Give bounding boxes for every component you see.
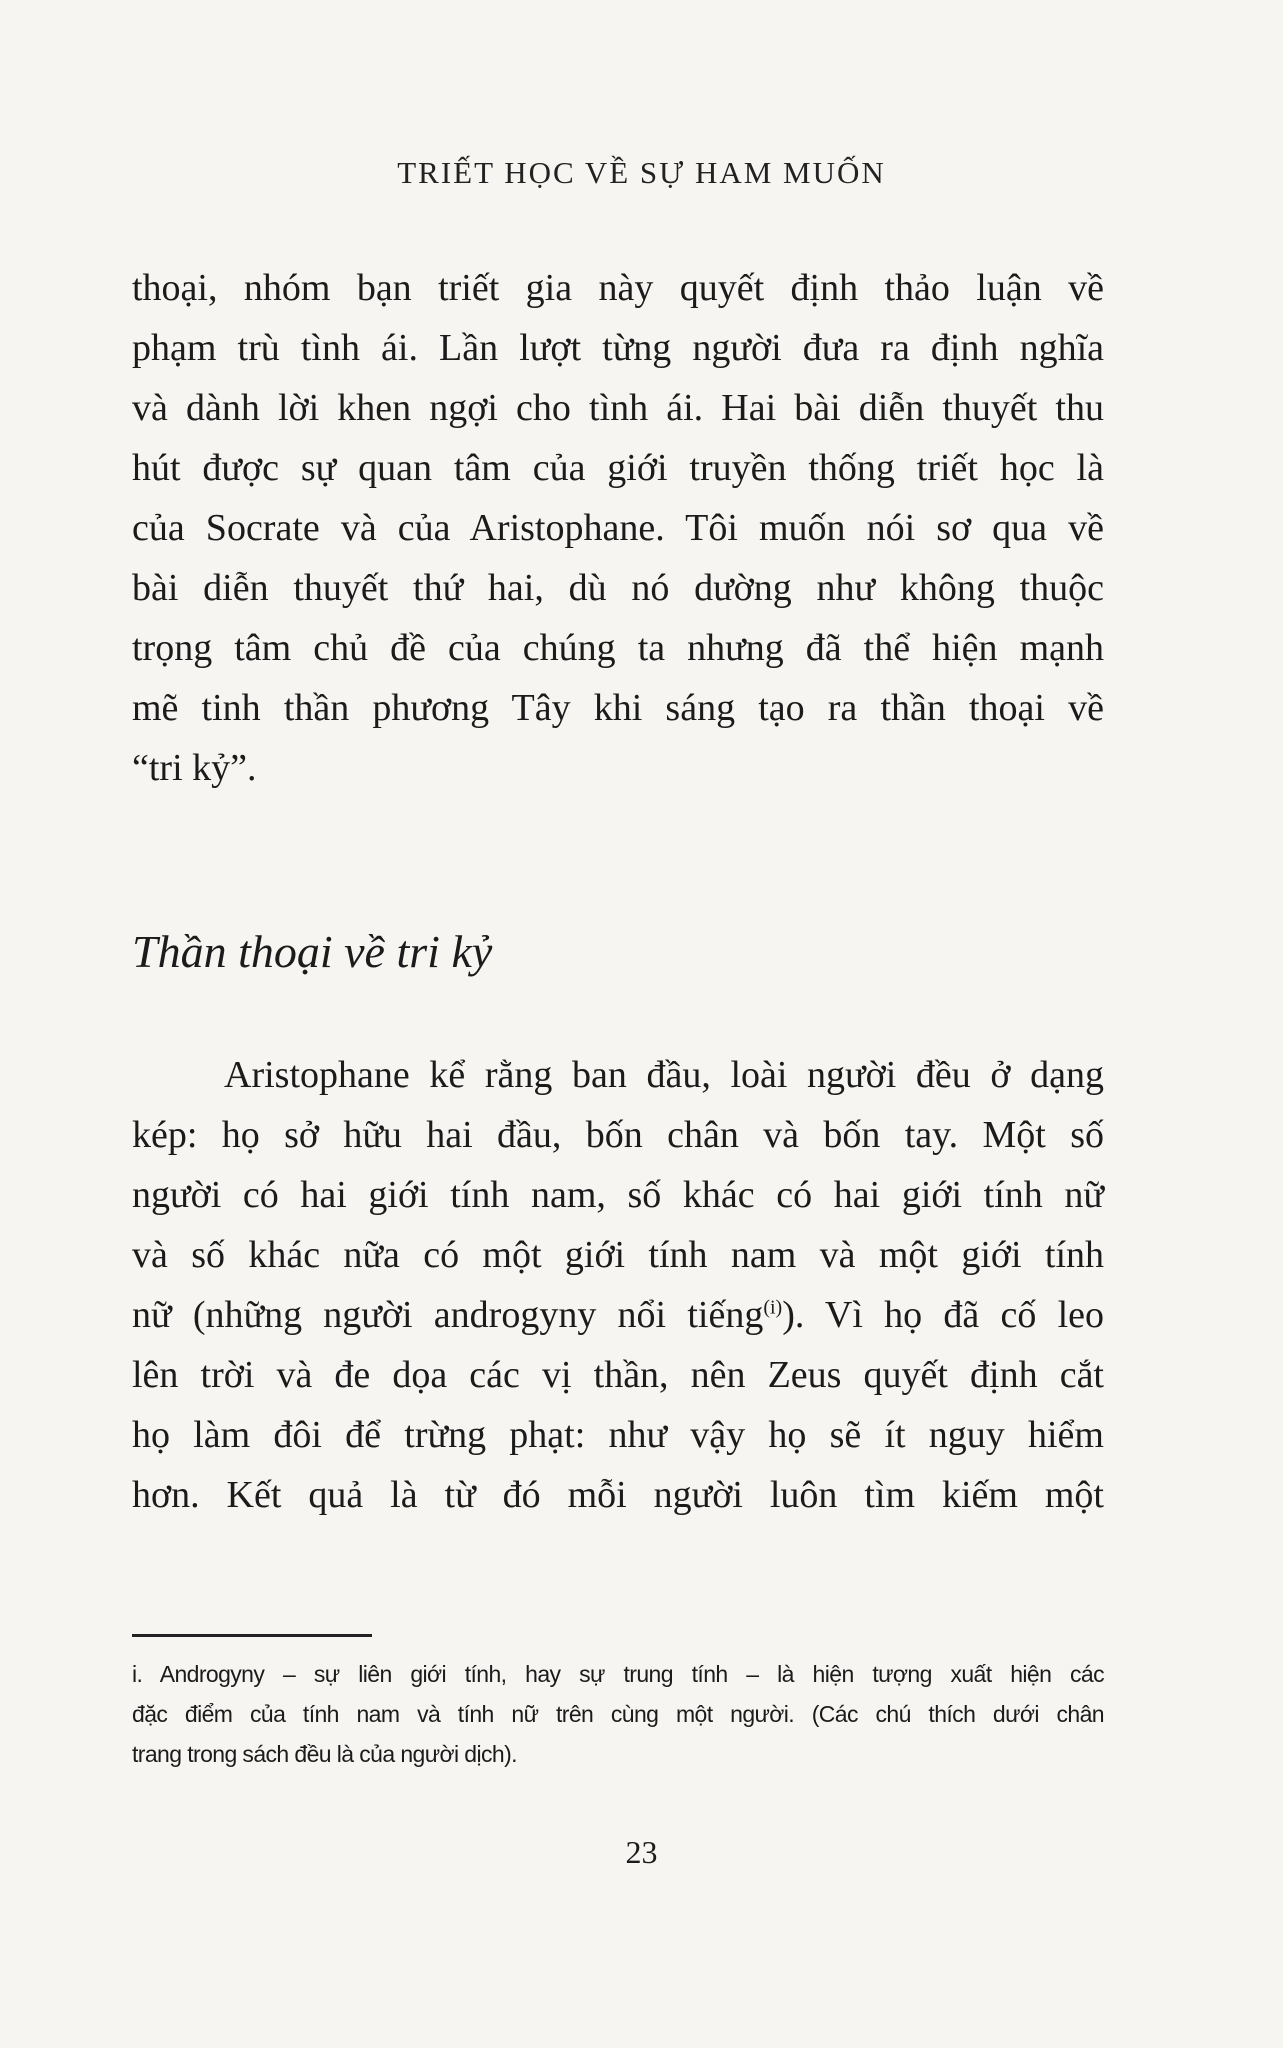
text-line: phạm trù tình ái. Lần lượt từng người đưa ra định nghĩa	[132, 327, 1104, 369]
text-line: trọng tâm chủ đề của chúng ta nhưng đã thể hiện mạnh	[132, 627, 1104, 669]
text-segment: nữ (những người androgyny nổi tiếng	[132, 1294, 764, 1336]
footnote-divider	[132, 1634, 372, 1637]
text-line: và dành lời khen ngợi cho tình ái. Hai bài diễn thuyết thu	[132, 387, 1104, 429]
section-heading: Thần thoại về tri kỷ	[132, 926, 493, 977]
footnote-line: trang trong sách đều là của người dịch).	[132, 1741, 517, 1767]
text-line: thoại, nhóm bạn triết gia này quyết định thảo luận về	[132, 267, 1104, 309]
paragraph-intro	[132, 258, 1104, 798]
text-line: hơn. Kết quả là từ đó mỗi người luôn tìm kiếm một	[132, 1474, 1104, 1516]
text-line: lên trời và đe dọa các vị thần, nên Zeus quyết định cắt	[132, 1354, 1104, 1396]
text-segment: ). Vì họ đã cố leo	[782, 1294, 1105, 1336]
text-line: người có hai giới tính nam, số khác có hai giới tính nữ	[132, 1174, 1104, 1216]
text-line: bài diễn thuyết thứ hai, dù nó dường như không thuộc	[132, 567, 1104, 609]
text-line: Aristophane kể rằng ban đầu, loài người đều ở dạng	[224, 1054, 1104, 1096]
text-line: kép: họ sở hữu hai đầu, bốn chân và bốn tay. Một số	[132, 1114, 1104, 1156]
footnote-reference[interactable]: (i)	[763, 1296, 783, 1319]
running-header: TRIẾT HỌC VỀ SỰ HAM MUỐN	[397, 155, 886, 190]
footnote-line: đặc điểm của tính nam và tính nữ trên cùng một người. (Các chú thích dưới chân	[132, 1701, 1104, 1727]
text-line: “tri kỷ”.	[132, 747, 257, 789]
text-line: và số khác nữa có một giới tính nam và một giới tính	[132, 1234, 1104, 1276]
text-line: họ làm đôi để trừng phạt: như vậy họ sẽ ít nguy hiểm	[132, 1414, 1104, 1456]
page-number: 23	[625, 1834, 658, 1870]
text-line: của Socrate và của Aristophane. Tôi muốn nói sơ qua về	[132, 507, 1104, 549]
text-line: hút được sự quan tâm của giới truyền thống triết học là	[132, 447, 1104, 489]
paragraph-myth	[132, 1045, 1104, 1525]
footnote	[132, 1654, 1104, 1774]
text-line: mẽ tinh thần phương Tây khi sáng tạo ra thần thoại về	[132, 687, 1104, 729]
text-line	[132, 1285, 1104, 1345]
footnote-line: i. Androgyny – sự liên giới tính, hay sự trung tính – là hiện tượng xuất hiện các	[132, 1661, 1104, 1687]
